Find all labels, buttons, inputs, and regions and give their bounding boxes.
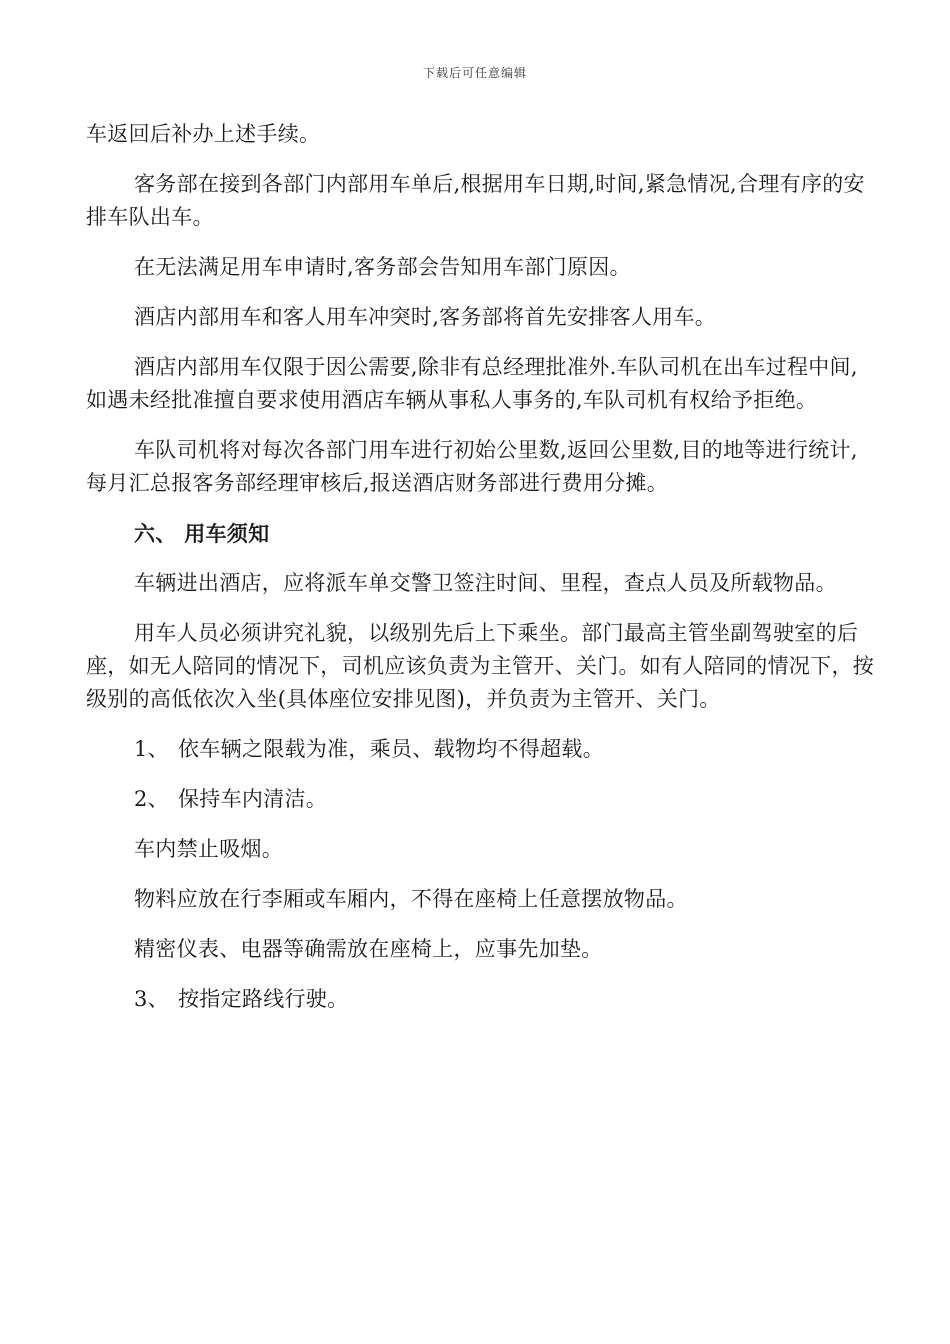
list-item-text: 按指定路线行驶。	[178, 987, 349, 1011]
paragraph-7: 车辆进出酒店，应将派车单交警卫签注时间、里程，查点人员及所载物品。	[134, 571, 837, 595]
list-item-1	[86, 733, 876, 766]
document-body	[86, 118, 876, 1033]
list-item-2	[86, 783, 876, 816]
paragraph-5: 酒店内部用车仅限于因公需要,除非有总经理批准外.车队司机在出车过程中间,如遇未经批准擅自要求使用酒店车辆从事私人事务的,车队司机有权给予拒绝。	[86, 355, 858, 412]
header-note: 下载后可任意编辑	[422, 66, 527, 80]
paragraph-1: 车返回后补办上述手续。	[86, 122, 321, 146]
paragraph-3: 在无法满足用车申请时,客务部会告知用车部门原因。	[134, 255, 631, 279]
paragraph-8: 用车人员必须讲究礼貌，以级别先后上下乘坐。部门最高主管坐副驾驶室的后座，如无人陪同的情况下，司机应该负责为主管开、关门。如有人陪同的情况下，按级别的高低依次入坐(具体座位安排见图)，并负责为主管开、关门。	[86, 621, 875, 711]
list-item-number: 3、	[134, 987, 169, 1011]
list-item-3	[86, 983, 876, 1016]
list-item-number: 1、	[134, 737, 169, 761]
list-item-text: 保持车内清洁。	[178, 787, 328, 811]
paragraph-10: 物料应放在行李厢或车厢内，不得在座椅上任意摆放物品。	[134, 887, 688, 911]
section-heading: 六、 用车须知	[134, 521, 270, 546]
paragraph-4: 酒店内部用车和客人用车冲突时,客务部将首先安排客人用车。	[134, 305, 717, 329]
paragraph-9: 车内禁止吸烟。	[134, 837, 284, 861]
paragraph-6: 车队司机将对每次各部门用车进行初始公里数,返回公里数,目的地等进行统计,每月汇总报客务部经理审核后,报送酒店财务部进行费用分摊。	[86, 438, 858, 495]
paragraph-11: 精密仪表、电器等确需放在座椅上，应事先加垫。	[134, 937, 603, 961]
list-item-text: 依车辆之限载为准，乘员、载物均不得超载。	[178, 737, 604, 761]
list-item-number: 2、	[134, 787, 169, 811]
paragraph-2: 客务部在接到各部门内部用车单后,根据用车日期,时间,紧急情况,合理有序的安排车队出车。	[86, 172, 865, 229]
